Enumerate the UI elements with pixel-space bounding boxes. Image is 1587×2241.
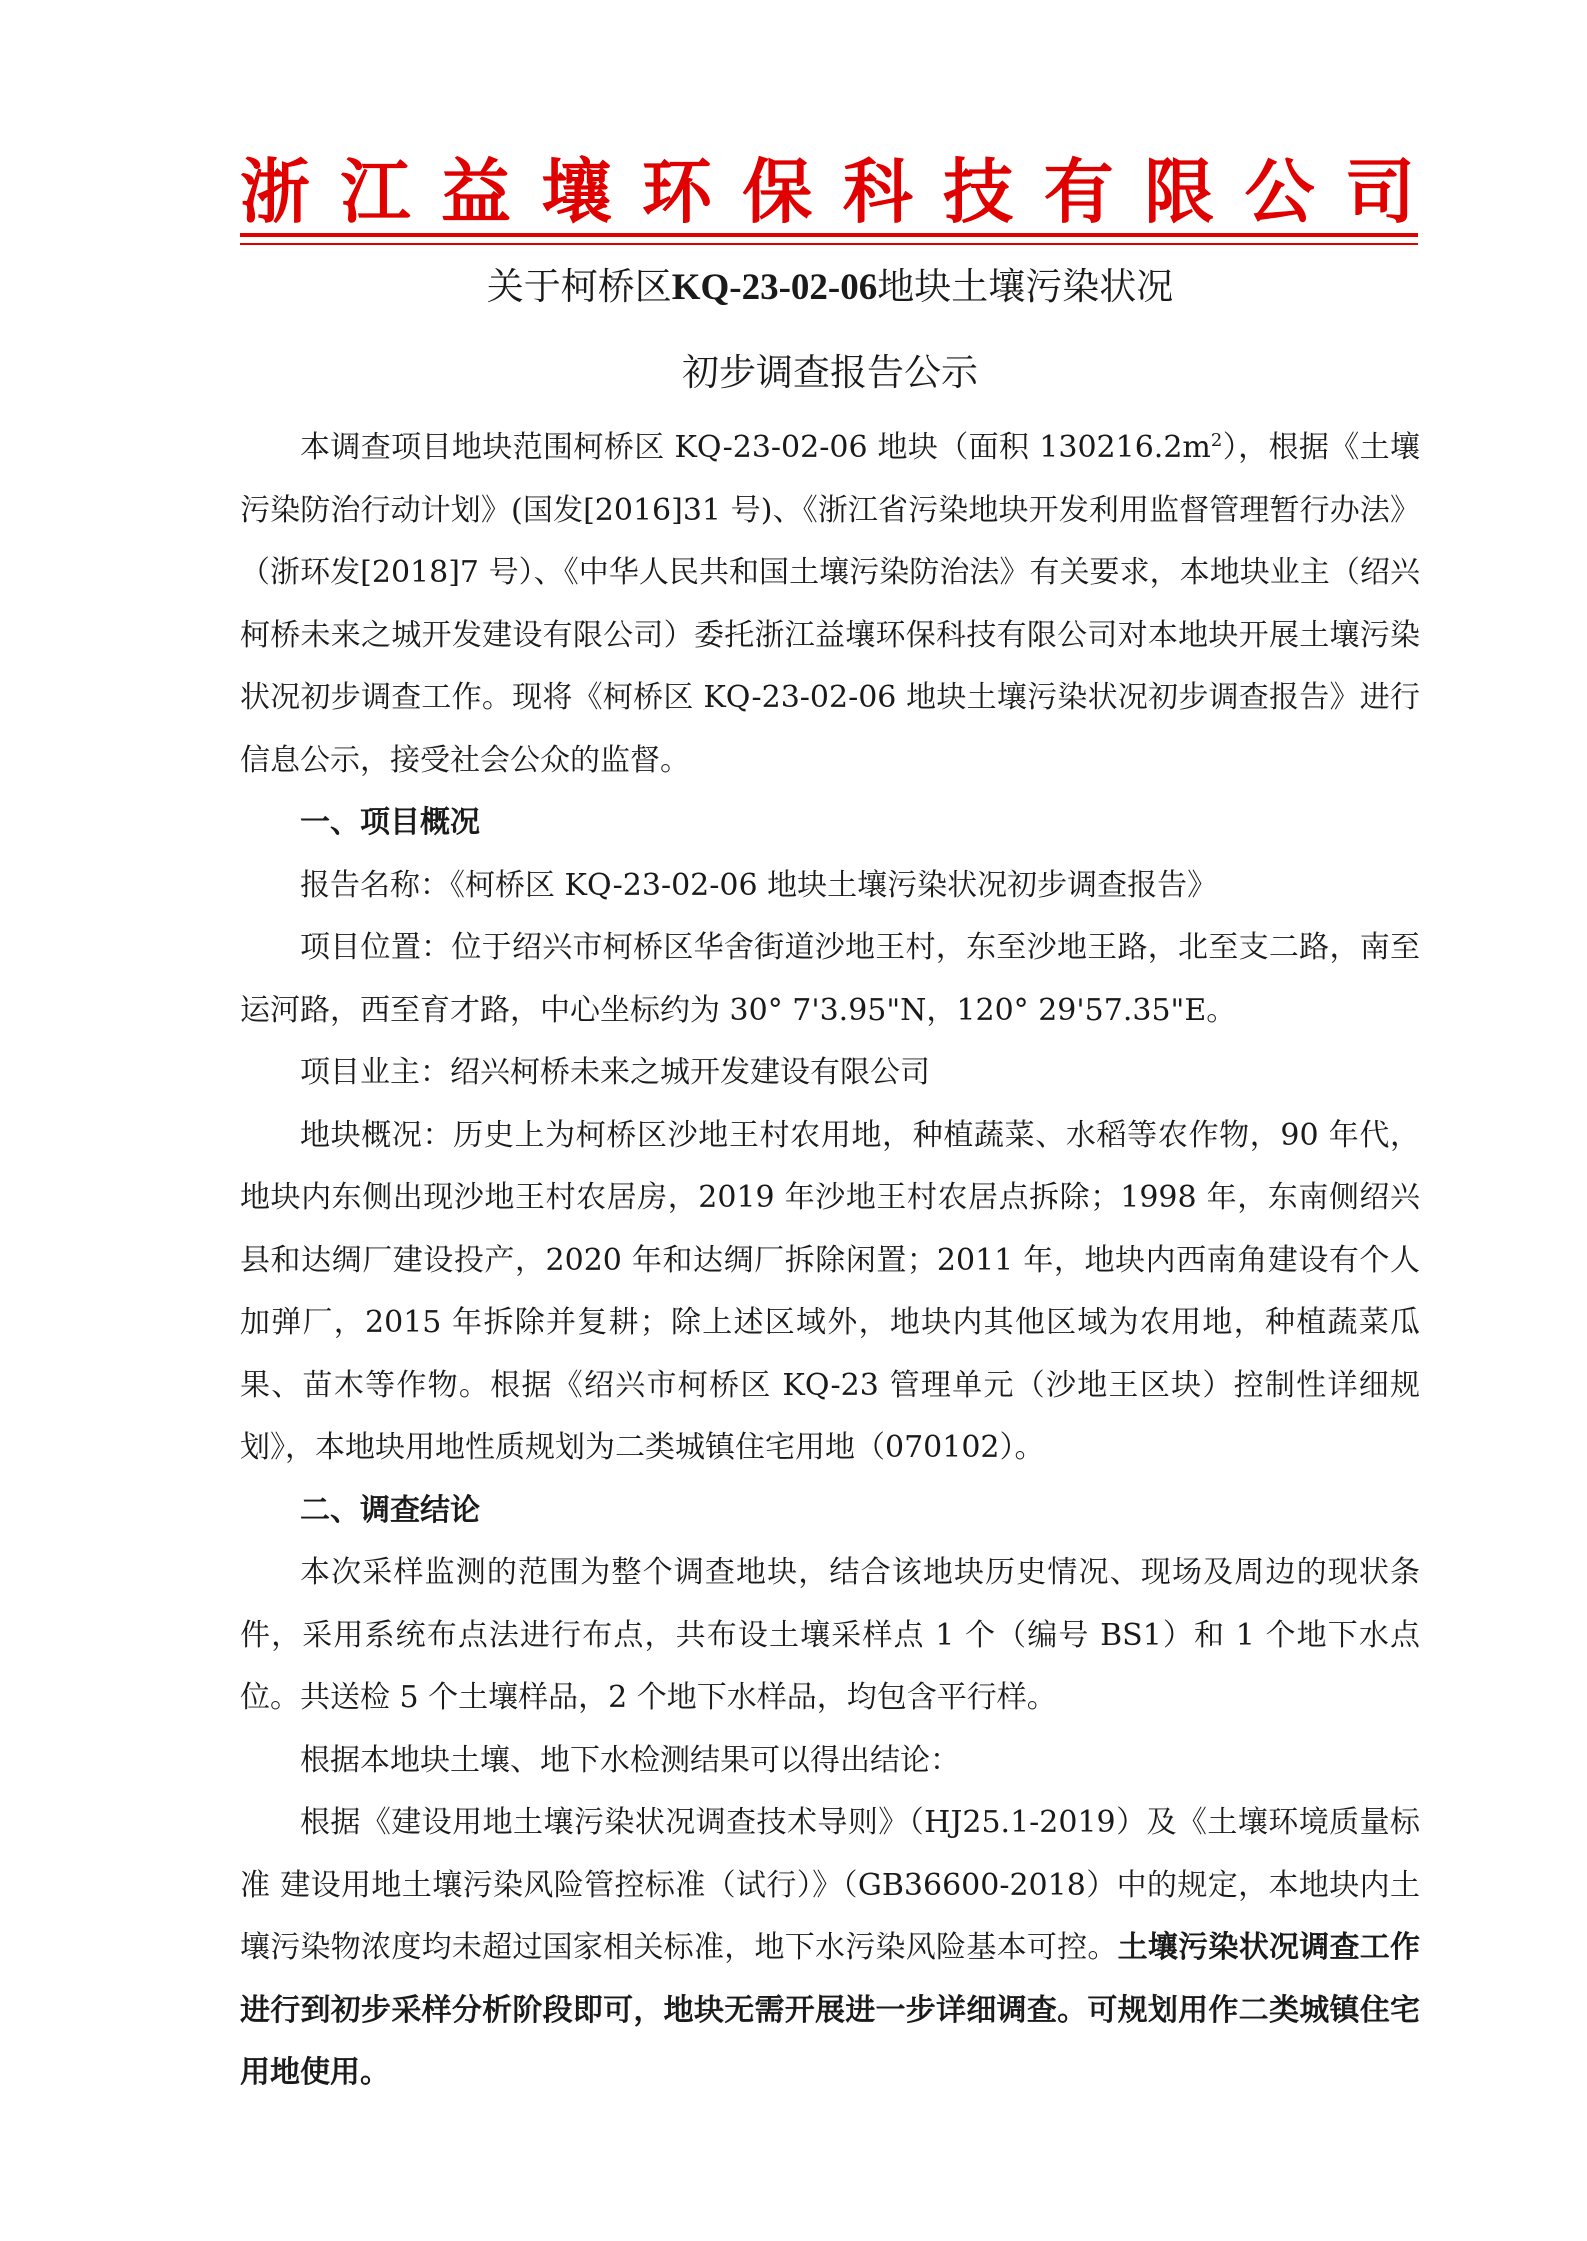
conclusion-paragraph (240, 1792, 1420, 2105)
intro-paragraph (240, 417, 1420, 792)
intro-part1: 本调查项目地块范围柯桥区 KQ-23-02-06 地块（面积 130216.2m (300, 430, 1211, 465)
conclusion-bold-text: 土壤污染状况调查工作进行到初步采样分析阶段即可，地块无需开展进一步详细调查。可规划用作二类城镇住宅用地使用。 (240, 1930, 1421, 2090)
conclusion-normal-text: 根据《建设用地土壤污染状况调查技术导则》（HJ25.1-2019）及《土壤环境质量标准 建设用地土壤污染风险管控标准（试行）》（GB36600-2018）中的规定，本地块内土壤污染物浓度均未超过国家相关标准，地下水污染风险基本可控。 (240, 1805, 1420, 1965)
letterhead-char: 保 (742, 150, 813, 233)
conclusion-lead-paragraph: 根据本地块土壤、地下水检测结果可以得出结论： (300, 1742, 960, 1778)
letterhead-rule-thin (240, 243, 1418, 245)
letterhead-char: 浙 (240, 150, 310, 233)
overview-paragraph: 地块概况：历史上为柯桥区沙地王村农用地，种植蔬菜、水稻等农作物，90 年代，地块内东侧出现沙地王村农居房，2019 年沙地王村农居点拆除；1998 年，东南侧绍兴县和达绸厂建设投产，2020 年和达绸厂拆除闲置；2011 年，地块内西南角建设有个人加弹厂，2015 年拆除并复耕；除上述区域外，地块内其他区域为农用地，种植蔬菜瓜果、苗木等作物。根据《绍兴市柯桥区 KQ-23 管理单元（沙地王区块）控制性详细规划》，本地块用地性质规划为二类城镇住宅用地（070102）。 (240, 1117, 1420, 1465)
sampling-paragraph: 本次采样监测的范围为整个调查地块，结合该地块历史情况、现场及周边的现状条件，采用系统布点法进行布点，共布设土壤采样点 1 个（编号 BS1）和 1 个地下水点位。共送检 5 个土壤样品，2 个地下水样品，均包含平行样。 (240, 1555, 1420, 1715)
document-body (240, 417, 1420, 2105)
letterhead-char: 益 (440, 150, 511, 233)
letterhead-char: 科 (842, 150, 913, 233)
section-heading: 二、调查结论 (300, 1492, 480, 1528)
owner-paragraph: 项目业主：绍兴柯桥未来之城开发建设有限公司 (300, 1055, 930, 1090)
letterhead-char: 技 (943, 150, 1014, 233)
title-code: KQ-23-02-06 (671, 267, 878, 308)
letterhead-rule-thick (240, 233, 1418, 237)
section-heading: 一、项目概况 (300, 805, 480, 840)
letterhead-char: 限 (1144, 150, 1215, 233)
report-name-paragraph: 报告名称：《柯桥区 KQ-23-02-06 地块土壤污染状况初步调查报告》 (300, 867, 1218, 903)
letterhead-char: 环 (641, 150, 712, 233)
letterhead-char: 司 (1344, 150, 1415, 233)
letterhead-char: 江 (340, 150, 411, 233)
document-title-line2: 初步调查报告公示 (682, 351, 978, 394)
letterhead-char: 壤 (541, 150, 612, 233)
letterhead-char: 有 (1043, 150, 1114, 233)
intro-part2: ），根据《土壤污染防治行动计划》(国发[2016]31 号)、《浙江省污染地块开发利用监督管理暂行办法》（浙环发[2018]7 号）、《中华人民共和国土壤污染防治法》有关要求，本地块业主（绍兴柯桥未来之城开发建设有限公司）委托浙江益壤环保科技有限公司对本地块开展土壤污染状况初步调查工作。现将《柯桥区 KQ-23-02-06 地块土壤污染状况初步调查报告》进行信息公示，接受社会公众的监督。 (240, 430, 1420, 778)
document-title-line1 (240, 262, 1420, 313)
letterhead-char: 公 (1244, 150, 1315, 233)
location-paragraph: 项目位置：位于绍兴市柯桥区华舍街道沙地王村，东至沙地王路，北至支二路，南至运河路，西至育才路，中心坐标约为 30° 7'3.95"N，120° 29'57.35"E。 (240, 930, 1420, 1028)
title-suffix: 地块土壤污染状况 (877, 265, 1174, 308)
title-prefix: 关于柯桥区 (486, 265, 672, 308)
company-letterhead (240, 152, 1415, 232)
area-unit-superscript: 2 (1210, 430, 1223, 451)
